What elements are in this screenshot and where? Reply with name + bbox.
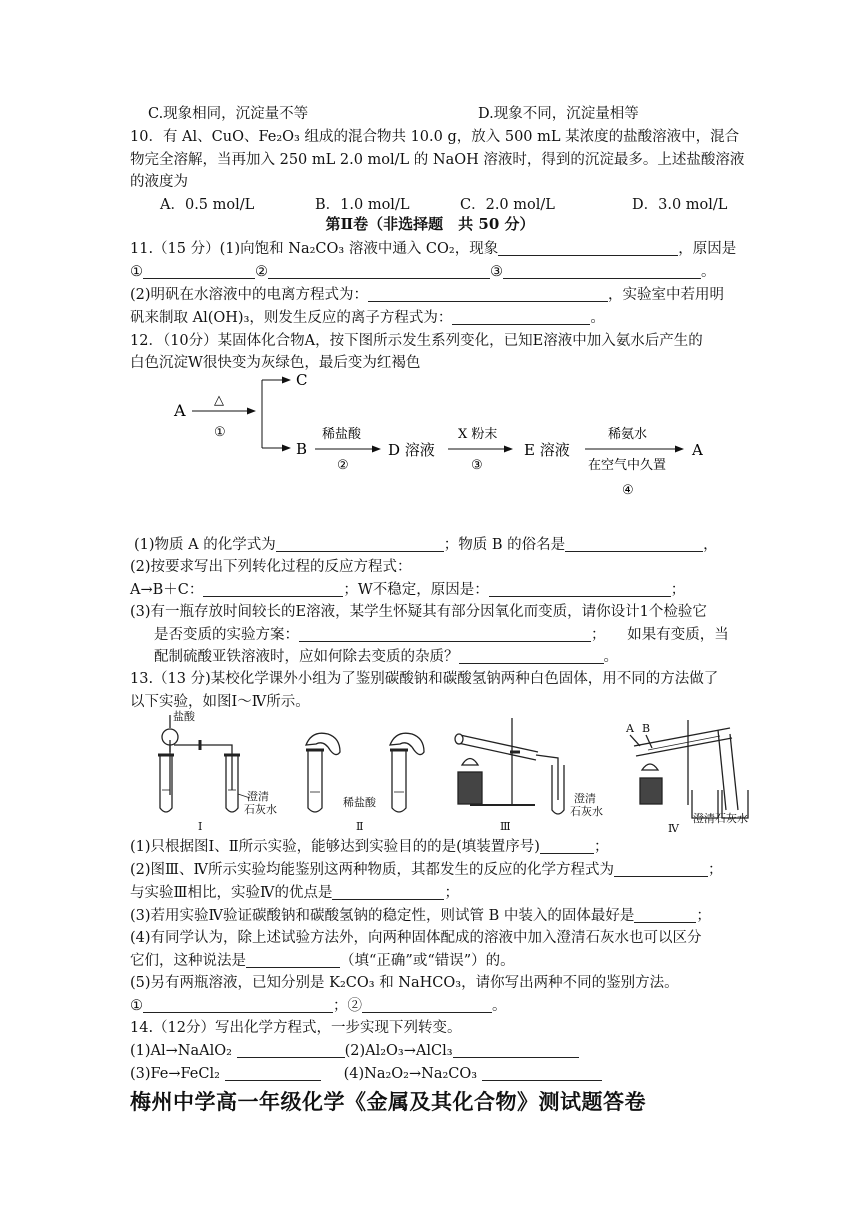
- q9-option-d: D.现象不同，沉淀量相等: [478, 106, 639, 122]
- reagent-x-powder: X 粉末: [458, 427, 498, 442]
- q13-p2-line2: 与实验Ⅲ相比，实验Ⅳ的优点是 ；: [130, 885, 459, 901]
- apparatus-iv: [625, 720, 748, 818]
- flow-node-a-final: A: [692, 441, 703, 459]
- label-hcl: 盐酸: [173, 710, 195, 723]
- apparatus-iii: [455, 718, 564, 814]
- step-1-label: ①: [214, 425, 226, 440]
- label-iii: Ⅲ: [500, 820, 511, 833]
- q12-p3-line3: 配制硫酸亚铁溶液时，应如何除去变质的杂质？ 。: [154, 649, 618, 665]
- label-lime-i-2: 石灰水: [244, 803, 277, 816]
- label-i: Ⅰ: [198, 820, 203, 833]
- q13-p4-line2: 它们，这种说法是 （填“正确”或“错误”）的。: [130, 953, 515, 969]
- step-2-label: ②: [337, 458, 349, 473]
- label-lime-iii: 澄清: [574, 792, 596, 805]
- q10-line1: 10．有 Al、CuO、Fe₂O₃ 组成的混合物共 10.0 g，放入 500 mL 某浓度的盐酸溶液中，混合: [130, 129, 740, 145]
- q12-flow-diagram: [160, 368, 720, 503]
- q11-line3: (2)明矾在水溶液中的电离方程式为： ，实验室中若用明: [130, 287, 725, 303]
- flow-node-b: B: [296, 440, 308, 458]
- q12-p3-line1: (3)有一瓶存放时间较长的E溶液，某学生怀疑其有部分因氧化而变质，请你设计1个检验它: [130, 604, 707, 620]
- label-lime-iii-2: 石灰水: [570, 805, 603, 818]
- q13-p2-line1: (2)图Ⅲ、Ⅳ所示实验均能鉴别这两种物质，其都发生的反应的化学方程式为 ；: [130, 862, 723, 878]
- q13-line1: 13.（13 分)某校化学课外小组为了鉴别碳酸钠和碳酸氢钠两种白色固体，用不同的方法做了: [130, 671, 719, 687]
- q12-p3-line2: 是否变质的实验方案： ； 如果有变质，当: [154, 627, 729, 643]
- q11-line2: ① ② ③ 。: [130, 264, 716, 280]
- q12-line1: 12．（10分）某固体化合物A，按下图所示发生系列变化，已知E溶液中加入氨水后产生的: [130, 333, 703, 349]
- section-2-title: 第Ⅱ卷（非选择题 共 50 分）: [325, 215, 535, 233]
- q10-option-d: D．3.0 mol/L: [632, 197, 728, 213]
- step-3-label: ③: [471, 458, 483, 473]
- label-a: A: [626, 722, 634, 735]
- q13-p1: (1)只根据图Ⅰ、Ⅱ所示实验，能够达到实验目的的是(填装置序号) ；: [130, 839, 609, 855]
- q14-line1: 14.（12分）写出化学方程式，一步实现下列转变。: [130, 1020, 462, 1036]
- heat-symbol: △: [214, 393, 224, 408]
- label-lime-iv: 澄清石灰水: [693, 812, 748, 825]
- q12-p2: (2)按要求写出下列转化过程的反应方程式：: [130, 559, 412, 575]
- q14-row2: (3)Fe→FeCl₂ (4)Na₂O₂→Na₂CO₃: [130, 1064, 602, 1084]
- q12-p1: (1)物质 A 的化学式为 ；物质 B 的俗名是 ，: [134, 537, 718, 553]
- q11-line1: 11.（15 分）(1)向饱和 Na₂CO₃ 溶液中通入 CO₂，现象 ，原因是: [130, 241, 737, 257]
- q11-line4: 矾来制取 Al(OH)₃，则发生反应的离子方程式为： 。: [130, 310, 605, 326]
- step-4-label: ④: [622, 483, 634, 498]
- q10-option-b: B．1.0 mol/L: [315, 197, 410, 213]
- q13-line2: 以下实验，如图Ⅰ～Ⅳ所示。: [130, 694, 310, 710]
- reagent-dilute-ammonia: 稀氨水: [608, 427, 648, 442]
- q13-p5-line1: (5)另有两瓶溶液，已知分别是 K₂CO₃ 和 NaHCO₃，请你写出两种不同的鉴别方法。: [130, 975, 679, 991]
- answer-sheet-title: 梅州中学高一年级化学《金属及其化合物》测试题答卷: [130, 1090, 646, 1114]
- q13-p5-line2: ① ；② 。: [130, 998, 507, 1014]
- label-iv: Ⅳ: [668, 822, 679, 835]
- q10-line2: 物完全溶解，当再加入 250 mL 2.0 mol/L 的 NaOH 溶液时，得到的沉淀最多。上述盐酸溶液: [130, 152, 745, 168]
- q10-line3: 的液度为: [130, 174, 188, 190]
- reagent-dilute-hcl: 稀盐酸: [322, 427, 362, 442]
- flow-node-a: A: [174, 401, 186, 420]
- q13-p4-line1: (4)有同学认为，除上述试验方法外，向两种固体配成的溶液中加入澄清石灰水也可以区分: [130, 930, 702, 946]
- flow-node-c: C: [296, 371, 308, 389]
- flow-node-d: D 溶液: [388, 441, 435, 459]
- condition-air: 在空气中久置: [588, 458, 667, 473]
- q12-line2: 白色沉淀W很快变为灰绿色，最后变为红褐色: [130, 355, 421, 371]
- q9-option-c: C.现象相同，沉淀量不等: [148, 106, 309, 122]
- q12-p2-line: A→B＋C： ；W不稳定，原因是： ；: [130, 582, 686, 598]
- label-ii: Ⅱ: [356, 820, 364, 833]
- q10-option-a: A．0.5 mol/L: [160, 197, 255, 213]
- apparatus-i: [158, 710, 250, 812]
- q14-row1: (1)Al→NaAlO₂ (2)Al₂O₃→AlCl₃: [130, 1041, 579, 1061]
- flow-node-e: E 溶液: [524, 441, 570, 459]
- q10-option-c: C．2.0 mol/L: [460, 197, 555, 213]
- label-lime-i: 澄清: [247, 790, 269, 803]
- q13-apparatus-figure: [140, 710, 760, 835]
- label-b: B: [642, 722, 651, 735]
- q13-p3: (3)若用实验Ⅳ验证碳酸钠和碳酸氢钠的稳定性，则试管 B 中装入的固体最好是 ；: [130, 908, 711, 924]
- label-dilute-hcl: 稀盐酸: [343, 796, 376, 809]
